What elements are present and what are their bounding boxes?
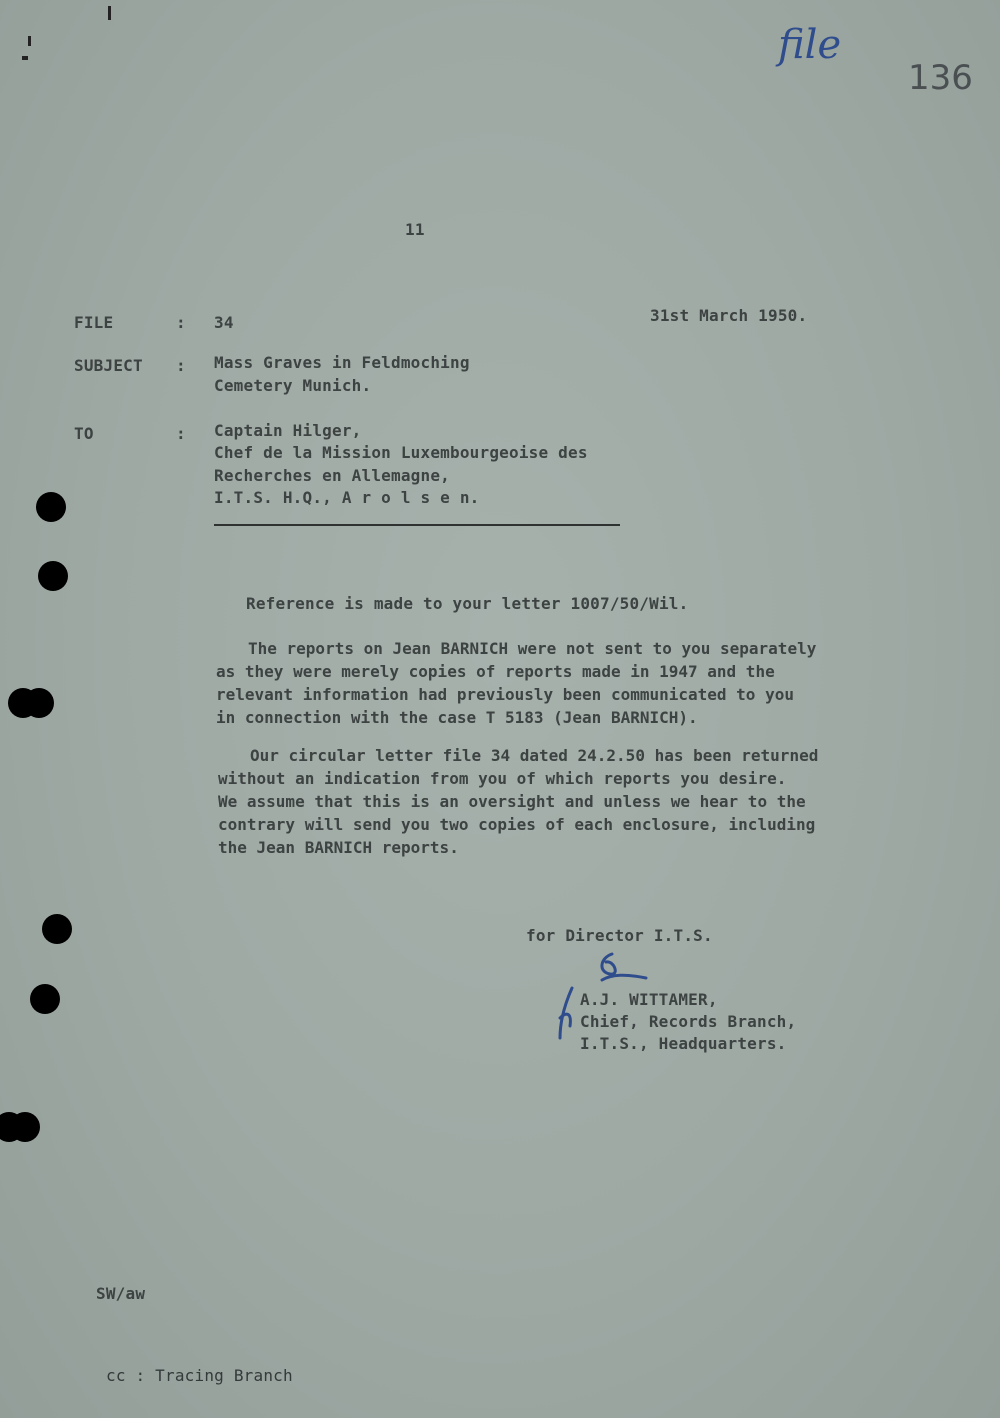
recipient-line: I.T.S. H.Q., A r o l s e n. bbox=[214, 488, 480, 507]
subject-separator: : bbox=[176, 356, 186, 375]
subject-line: Cemetery Munich. bbox=[214, 376, 372, 395]
body-line: Our circular letter file 34 dated 24.2.50 has been returned bbox=[250, 746, 819, 765]
file-number: 34 bbox=[214, 313, 234, 332]
punch-hole bbox=[42, 914, 72, 944]
to-label: TO bbox=[74, 424, 94, 443]
reference-initials: SW/aw bbox=[96, 1284, 146, 1303]
body-line: without an indication from you of which reports you desire. bbox=[218, 769, 787, 788]
body-line: The reports on Jean BARNICH were not sent to you separately bbox=[248, 639, 817, 658]
subject-label: SUBJECT bbox=[74, 356, 143, 375]
recipient-line: Captain Hilger, bbox=[214, 421, 362, 440]
punch-hole bbox=[36, 492, 66, 522]
punch-hole bbox=[30, 984, 60, 1014]
body-paragraph-3 bbox=[218, 744, 818, 859]
signatory-title: Chief, Records Branch, bbox=[580, 1012, 797, 1031]
punch-hole bbox=[38, 561, 68, 591]
body-paragraph-2 bbox=[216, 637, 816, 729]
letter-date: 31st March 1950. bbox=[650, 306, 808, 325]
body-line: the Jean BARNICH reports. bbox=[218, 838, 459, 857]
body-line: relevant information had previously been communicated to you bbox=[216, 685, 794, 704]
speck-mark bbox=[22, 56, 28, 60]
file-separator: : bbox=[176, 313, 186, 332]
body-paragraph-1: Reference is made to your letter 1007/50/Wil. bbox=[246, 594, 689, 613]
body-line: as they were merely copies of reports made in 1947 and the bbox=[216, 662, 775, 681]
subject-line: Mass Graves in Feldmoching bbox=[214, 353, 470, 372]
speck-mark bbox=[28, 36, 31, 46]
carbon-copy-line: cc : Tracing Branch bbox=[106, 1366, 293, 1385]
recipient-line: Recherches en Allemagne, bbox=[214, 466, 450, 485]
body-line: contrary will send you two copies of each enclosure, including bbox=[218, 815, 816, 834]
speck-mark bbox=[108, 6, 111, 20]
recipient-line: Chef de la Mission Luxembourgeoise des bbox=[214, 443, 588, 462]
body-line: in connection with the case T 5183 (Jean BARNICH). bbox=[216, 708, 698, 727]
to-separator: : bbox=[176, 424, 186, 443]
punch-hole bbox=[10, 1112, 40, 1142]
file-label: FILE bbox=[74, 313, 114, 332]
body-line: We assume that this is an oversight and unless we hear to the bbox=[218, 792, 806, 811]
signature-for-line: for Director I.T.S. bbox=[526, 926, 713, 945]
section-number: 11 bbox=[405, 220, 425, 239]
signatory-organization: I.T.S., Headquarters. bbox=[580, 1034, 787, 1053]
address-underline bbox=[214, 524, 620, 526]
handwritten-file-note: file bbox=[778, 22, 842, 68]
signatory-name: A.J. WITTAMER, bbox=[580, 990, 718, 1009]
page-number: 136 bbox=[908, 58, 973, 98]
punch-hole bbox=[24, 688, 54, 718]
